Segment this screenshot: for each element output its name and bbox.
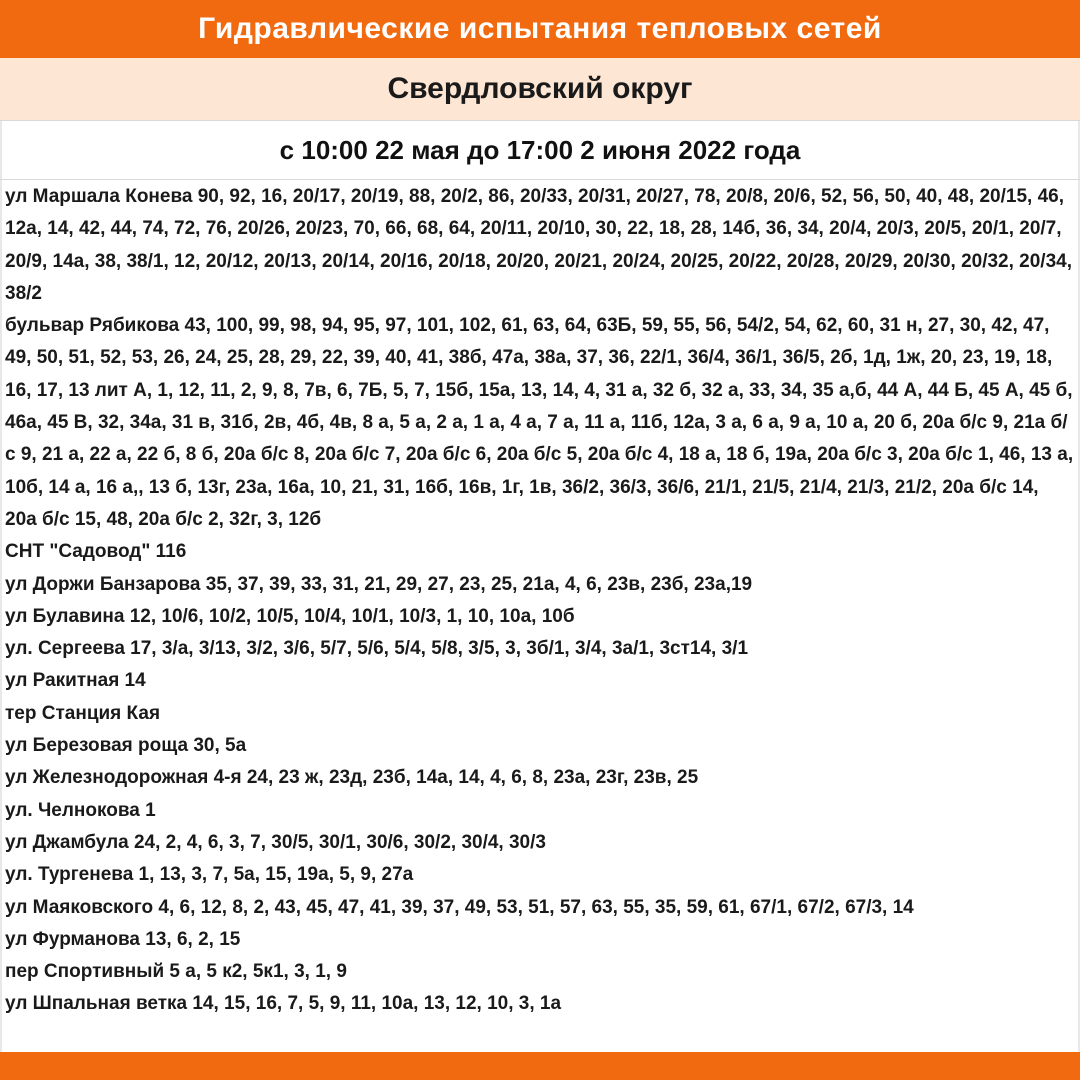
address-list (5, 181, 1075, 1021)
address-entry-ryabikova: бульвар Рябикова 43, 100, 99, 98, 94, 95, 97, 101, 102, 61, 63, 64, 63Б, 59, 55, 56, 54/2, 54, 62, 60, 31 н, 27, 30, 42, 47, 49, 50, 51, 52, 53, 26, 24, 25, 28, 29, 22, 39, 40, 41, 38б, 47а, 38а, 37, 36, 22/1, 36/4, 36/1, 36/5, 2б, 1д, 1ж, 20, 23, 19, 18, 16, 17, 13 лит А, 1, 12, 11, 2, 9, 8, 7в, 6, 7Б, 5, 7, 15б, 15а, 13, 14, 4, 31 а, 32 б, 32 а, 33, 34, 35 а,б, 44 А, 44 Б, 45 А, 45 б, 46а, 45 В, 32, 34а, 31 в, 31б, 2в, 4б, 4в, 8 а, 5 а, 2 а, 1 а, 4 а, 7 а, 11 а, 11б, 12а, 3 а, 6 а, 9 а, 10 а, 20 б, 20а б/с 9, 21а б/с 9, 21 а, 22 а, 22 б, 8 б, 20а б/с 8, 20а б/с 7, 20а б/с 6, 20а б/с 5, 20а б/с 4, 18 а, 18 б, 19а, 20а б/с 3, 20а б/с 1, 46, 13 а, 10б, 14 а, 16 а,, 13 б, 13г, 23а, 16а, 10, 21, 31, 16б, 16в, 1г, 1в, 36/2, 36/3, 36/6, 21/1, 21/5, 21/4, 21/3, 21/2, 20а б/с 14, 20а б/с 15, 48, 20а б/с 2, 32г, 3, 12б (5, 315, 1074, 530)
page-title (0, 0, 1080, 58)
period-header (0, 121, 1080, 180)
address-entry-rakitnaya: ул Ракитная 14 (5, 670, 146, 692)
address-entry-berezovaya-roshcha: ул Березовая роща 30, 5а (5, 735, 247, 757)
page-title-text: Гидравлические испытания тепловых сетей (198, 12, 882, 45)
footer-bar (0, 1052, 1080, 1080)
address-entry-chelnokova: ул. Челнокова 1 (5, 799, 156, 821)
address-entry-bulavina: ул Булавина 12, 10/6, 10/2, 10/5, 10/4, 10/1, 10/3, 1, 10, 10а, 10б (5, 605, 575, 627)
address-entry-marshala-koneva: ул Маршала Конева 90, 92, 16, 20/17, 20/19, 88, 20/2, 86, 20/33, 20/31, 20/27, 78, 20/8, 20/6, 52, 56, 50, 40, 48, 20/15, 46, 12а, 14, 42, 44, 74, 72, 76, 20/26, 20/23, 70, 66, 68, 64, 20/11, 20/10, 30, 22, 18, 28, 14б, 36, 34, 20/4, 20/3, 20/5, 20/1, 20/7, 20/9, 14а, 38, 38/1, 12, 20/12, 20/13, 20/14, 20/16, 20/18, 20/20, 20/21, 20/24, 20/25, 20/22, 20/28, 20/29, 20/30, 20/32, 20/34, 38/2 (5, 186, 1072, 304)
address-entry-mayakovskogo: ул Маяковского 4, 6, 12, 8, 2, 43, 45, 47, 41, 39, 37, 49, 53, 51, 57, 63, 55, 35, 59, 61, 67/1, 67/2, 67/3, 14 (5, 896, 914, 918)
address-entry-dzhambula: ул Джамбула 24, 2, 4, 6, 3, 7, 30/5, 30/1, 30/6, 30/2, 30/4, 30/3 (5, 831, 546, 853)
district-name: Свердловский округ (387, 72, 693, 105)
address-entry-stanciya-kaya: тер Станция Кая (5, 702, 161, 724)
address-entry-shpalnaya-vetka: ул Шпальная ветка 14, 15, 16, 7, 5, 9, 11, 10а, 13, 12, 10, 3, 1а (5, 993, 562, 1015)
district-header (0, 58, 1080, 121)
address-entry-snt-sadovod: СНТ "Садовод" 116 (5, 541, 187, 563)
address-entry-sergeeva: ул. Сергеева 17, 3/а, 3/13, 3/2, 3/6, 5/7, 5/6, 5/4, 5/8, 3/5, 3, 3б/1, 3/4, 3а/1, 3ст14, 3/1 (5, 638, 749, 660)
period-text: с 10:00 22 мая до 17:00 2 июня 2022 года (279, 134, 801, 165)
address-entry-turgeneva: ул. Тургенева 1, 13, 3, 7, 5а, 15, 19а, 5, 9, 27а (5, 864, 414, 886)
address-entry-zheleznodorozhnaya: ул Железнодорожная 4-я 24, 23 ж, 23д, 23б, 14а, 14, 4, 6, 8, 23а, 23г, 23в, 25 (5, 767, 699, 789)
address-entry-sportivnyi: пер Спортивный 5 а, 5 к2, 5к1, 3, 1, 9 (5, 961, 347, 983)
address-entry-dorzhi-banzarova: ул Доржи Банзарова 35, 37, 39, 33, 31, 21, 29, 27, 23, 25, 21а, 4, 6, 23в, 23б, 23а,19 (5, 573, 753, 595)
address-entry-furmanova: ул Фурманова 13, 6, 2, 15 (5, 928, 241, 950)
